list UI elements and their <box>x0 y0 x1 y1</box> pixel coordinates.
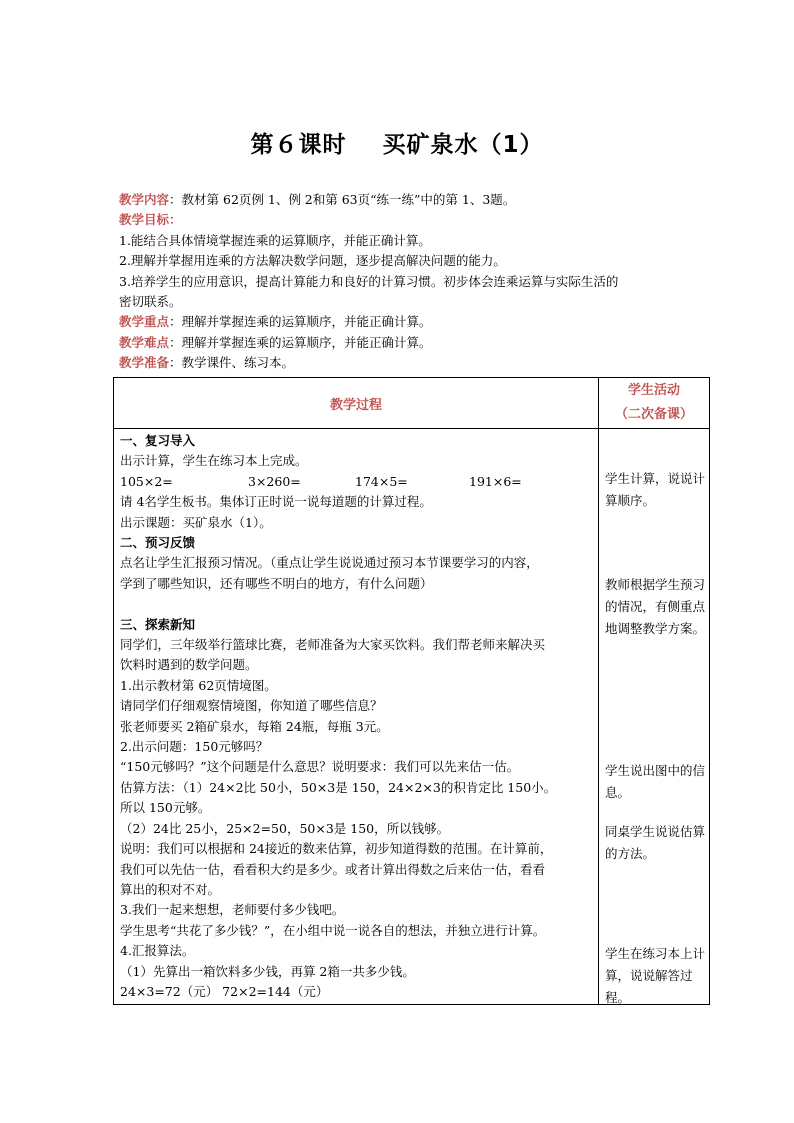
goals-label: 教学目标 <box>119 212 170 228</box>
text-line: 4.汇报算法。 <box>120 943 195 959</box>
header-process: 教学过程 <box>114 378 599 429</box>
text-line: 算出的积对不对。 <box>120 881 221 897</box>
calc-item: 174×5= <box>355 473 408 489</box>
lesson-table <box>113 377 710 1005</box>
difficult-label: 教学难点 <box>119 334 170 350</box>
header-activity-line1: 学生活动 <box>627 383 680 398</box>
text-line: 点名让学生汇报预习情况。（重点让学生说说通过预习本节课要学习的内容， <box>120 555 539 571</box>
content-label: 教学内容 <box>119 192 170 207</box>
text-line: 所以 150元够。 <box>120 800 211 816</box>
text-line: 张老师要买 2箱矿泉水，每箱 24瓶，每瓶 3元。 <box>120 718 389 734</box>
content-row <box>119 190 719 210</box>
goal-2: 2.理解并掌握用连乘的方法解决数学问题，逐步提高解决问题的能力。 <box>119 253 506 269</box>
header-activity-line2: （二次备课） <box>614 407 693 422</box>
prep-label: 教学准备 <box>119 355 170 371</box>
blank-line <box>120 594 594 614</box>
text-line: 3.我们一起来想想，老师要付多少钱吧。 <box>120 902 345 918</box>
text-line: （2）24比 25小，25×2=50，50×3是 150，所以钱够。 <box>120 820 450 836</box>
goal-3-cont: 密切联系。 <box>119 294 182 310</box>
key-row <box>119 312 719 332</box>
page-title: 第６课时 买矿泉水（1） <box>250 132 544 158</box>
calc-row <box>120 472 594 492</box>
text-line: 同学们，三年级举行篮球比赛，老师准备为大家买饮料。我们帮老师来解决买 <box>120 637 546 653</box>
difficult-row <box>119 333 719 353</box>
prep-text: ：教学课件、练习本。 <box>169 355 295 371</box>
activity-note: 学生计算，说说计算顺序。 <box>605 471 706 508</box>
text-line: 我们可以先估一估，看看积大约是多少。或者计算出得数之后来估一估，看看 <box>120 861 546 877</box>
activity-note: 学生说出图中的信息。 <box>605 763 706 800</box>
goal-3: 3.培养学生的应用意识，提高计算能力和良好的计算习惯。初步体会连乘运算与实际生活的 <box>119 273 619 289</box>
key-text: ：理解并掌握连乘的运算顺序，并能正确计算。 <box>169 314 432 330</box>
lesson-meta <box>119 190 719 374</box>
text-line: 估算方法：（1）24×2比 50小，50×3是 150，24×2×3的积肯定比 150小。 <box>120 779 557 795</box>
text-line: 请同学们仔细观察情境图，你知道了哪些信息？ <box>120 698 383 714</box>
prep-row <box>119 353 719 373</box>
text-line: 1.出示教材第 62页情境图。 <box>120 677 277 693</box>
activity-note: 教师根据学生预习的情况，有侧重点地调整教学方案。 <box>605 577 706 636</box>
text-line: 24×3=72（元） 72×2=144（元） <box>120 983 329 999</box>
calc-item: 3×260= <box>248 473 301 489</box>
key-label: 教学重点 <box>119 314 170 330</box>
section-preview-title: 二、预习反馈 <box>120 535 196 551</box>
activity-cell <box>599 429 710 1005</box>
text-line: “150元够吗？”这个问题是什么意思？说明要求：我们可以先来估一估。 <box>120 759 520 775</box>
calc-item: 105×2= <box>120 473 173 489</box>
goal-1: 1.能结合具体情境掌握连乘的运算顺序，并能正确计算。 <box>119 232 431 248</box>
text-line: 出示计算，学生在练习本上完成。 <box>120 453 308 469</box>
goals-colon: ： <box>169 212 182 228</box>
text-line: 学到了哪些知识，还有哪些不明白的地方，有什么问题） <box>120 575 433 591</box>
text-line: 说明：我们可以根据和 24接近的数来估算，初步知道得数的范围。在计算前， <box>120 841 553 857</box>
calc-item: 191×6= <box>469 473 522 489</box>
text-line: 出示课题：买矿泉水（1）。 <box>120 514 272 530</box>
content-text: ：教材第 62页例 1、例 2和第 63页“练一练”中的第 1、3题。 <box>169 192 516 207</box>
activity-note: 同桌学生说说估算的方法。 <box>605 824 706 861</box>
text-line: 学生思考“共花了多少钱？”，在小组中说一说各自的想法，并独立进行计算。 <box>120 922 546 938</box>
text-line: 请 4名学生板书。集体订正时说一说每道题的计算过程。 <box>120 494 432 510</box>
goals-row <box>119 210 719 230</box>
activity-note: 学生在练习本上计算，说说解答过程。 <box>605 946 706 1005</box>
text-line: （1）先算出一箱饮料多少钱，再算 2箱一共多少钱。 <box>120 963 415 979</box>
process-cell <box>114 429 599 1005</box>
header-activity <box>599 378 710 429</box>
section-review-title: 一、复习导入 <box>120 433 196 448</box>
text-line: 饮料时遇到的数学问题。 <box>120 657 258 673</box>
difficult-text: ：理解并掌握连乘的运算顺序，并能正确计算。 <box>169 334 432 350</box>
text-line: 2.出示问题：150元够吗？ <box>120 739 269 755</box>
section-explore-title: 三、探索新知 <box>120 616 196 632</box>
